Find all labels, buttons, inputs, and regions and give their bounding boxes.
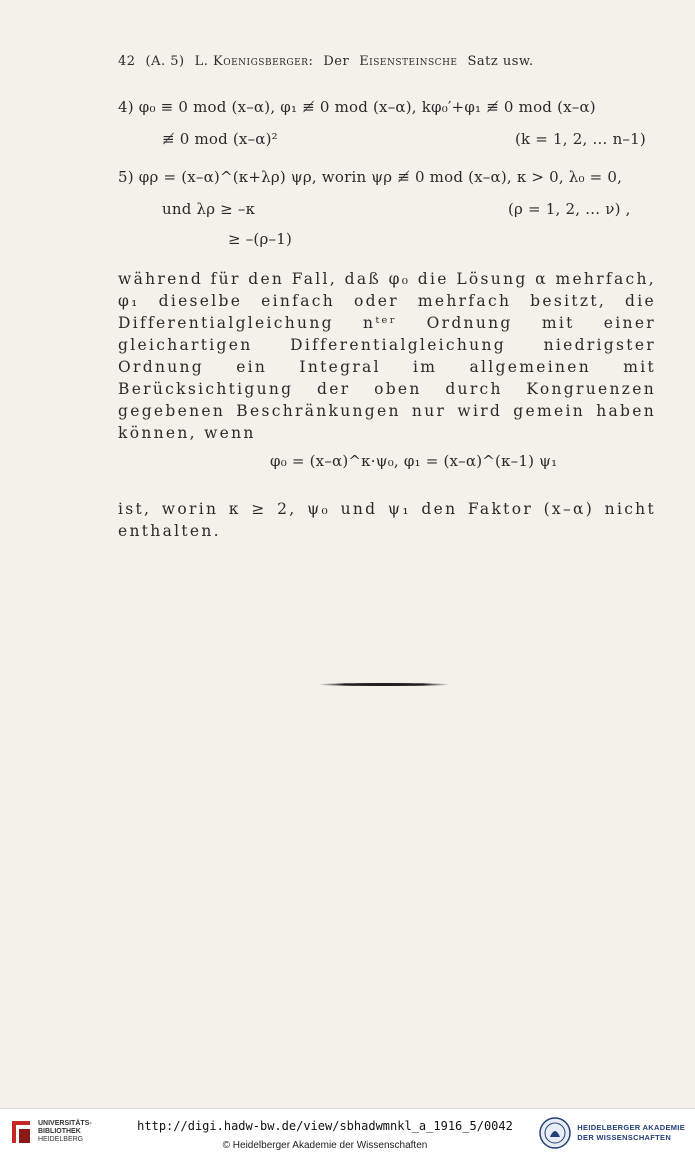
viewer-footer: [0, 1108, 695, 1159]
title-pre: Der: [323, 54, 350, 69]
page-number: 42: [118, 54, 136, 69]
formula-5-line-3: ≥ –(ρ–1): [228, 230, 293, 248]
formula-5-line-2: und λρ ≥ –κ: [162, 200, 256, 218]
formula-4-line-1: 4) φ₀ ≡ 0 mod (x–α), φ₁ ≢ 0 mod (x–α), kφ₀′+φ₁ ≢ 0 mod (x–α): [118, 98, 596, 116]
ub-heidelberg-logo[interactable]: [10, 1117, 92, 1147]
formula-4-line-2: ≢ 0 mod (x–α)²: [162, 130, 278, 148]
author: L. Koenigsberger:: [194, 54, 314, 69]
ub-logo-icon: [10, 1117, 32, 1147]
formula-center: φ₀ = (x–α)^κ·ψ₀, φ₁ = (x–α)^(κ–1) ψ₁: [270, 452, 558, 470]
paragraph-main: während für den Fall, daß φ₀ die Lösung α mehrfach, φ₁ dieselbe einfach oder mehrfach besitzt, die Differentialgleichung nᵗᵉʳ Ordnung mit einer gleichartigen Differentialgleichung niedrigster Ordnung ein Integral im allgemeinen mit Berücksichtigung der oben durch Kongruenzen gegebenen Beschränkungen nur wird gemein haben können, wenn: [118, 270, 656, 442]
permalink-url[interactable]: http://digi.hadw-bw.de/view/sbhadwmnkl_a_1916_5/0042: [137, 1119, 513, 1133]
ub-logo-text: UNIVERSITÄTS- BIBLIOTHEK HEIDELBERG: [38, 1120, 92, 1143]
title-name: Eisensteinsche: [359, 54, 458, 69]
academy-seal-icon: [539, 1117, 571, 1149]
formula-5-line-1: 5) φρ = (x–α)^(κ+λρ) ψρ, worin ψρ ≢ 0 mod (x–α), κ > 0, λ₀ = 0,: [118, 168, 623, 186]
section-ref: (A. 5): [145, 54, 185, 69]
running-header: [118, 54, 596, 69]
end-rule: [318, 683, 450, 686]
copyright-notice: © Heidelberger Akademie der Wissenschaften: [222, 1140, 428, 1151]
hadw-logo-text: HEIDELBERGER AKADEMIE DER WISSENSCHAFTEN: [577, 1123, 685, 1142]
title-post: Satz usw.: [467, 54, 534, 69]
hadw-logo[interactable]: [539, 1117, 685, 1149]
paragraph-closing: ist, worin κ ≥ 2, ψ₀ und ψ₁ den Faktor (x–α) nicht enthalten.: [118, 500, 656, 540]
formula-5-range: (ρ = 1, 2, … ν) ,: [508, 200, 631, 218]
formula-4-range: (k = 1, 2, … n–1): [515, 130, 646, 148]
